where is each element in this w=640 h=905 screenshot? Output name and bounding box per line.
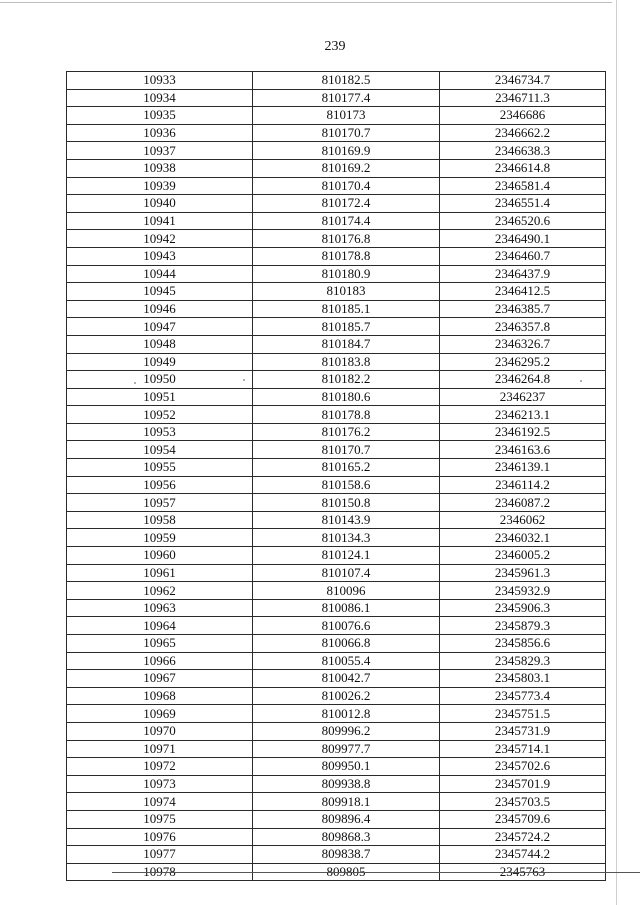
y-coordinate-cell: 2345703.5 xyxy=(440,793,606,811)
point-number-cell: 10961 xyxy=(67,564,253,582)
point-number-cell: 10966 xyxy=(67,652,253,670)
x-coordinate-cell: 810185.1 xyxy=(253,300,440,318)
y-coordinate-cell: 2346385.7 xyxy=(440,300,606,318)
table-row xyxy=(67,529,606,547)
x-coordinate-cell: 810170.7 xyxy=(253,124,440,142)
x-coordinate-cell: 810086.1 xyxy=(253,599,440,617)
y-coordinate-cell: 2346005.2 xyxy=(440,547,606,565)
table-row xyxy=(67,318,606,336)
y-coordinate-cell: 2346139.1 xyxy=(440,459,606,477)
y-coordinate-cell: 2346087.2 xyxy=(440,494,606,512)
y-coordinate-cell: 2346520.6 xyxy=(440,212,606,230)
x-coordinate-cell: 809918.1 xyxy=(253,793,440,811)
x-coordinate-cell: 810178.8 xyxy=(253,247,440,265)
table-row xyxy=(67,441,606,459)
table-row xyxy=(67,212,606,230)
y-coordinate-cell: 2346614.8 xyxy=(440,159,606,177)
y-coordinate-cell: 2346490.1 xyxy=(440,230,606,248)
page-number: 239 xyxy=(324,39,346,54)
table-row xyxy=(67,283,606,301)
y-coordinate-cell: 2345961.3 xyxy=(440,564,606,582)
x-coordinate-cell: 810143.9 xyxy=(253,511,440,529)
y-coordinate-cell: 2346357.8 xyxy=(440,318,606,336)
x-coordinate-cell: 810124.1 xyxy=(253,547,440,565)
point-number-cell: 10954 xyxy=(67,441,253,459)
table-row xyxy=(67,230,606,248)
table-row xyxy=(67,423,606,441)
x-coordinate-cell: 810134.3 xyxy=(253,529,440,547)
point-number-cell: 10962 xyxy=(67,582,253,600)
table-row xyxy=(67,846,606,864)
y-coordinate-cell: 2345744.2 xyxy=(440,846,606,864)
point-number-cell: 10939 xyxy=(67,177,253,195)
y-coordinate-cell: 2346213.1 xyxy=(440,406,606,424)
x-coordinate-cell: 809977.7 xyxy=(253,740,440,758)
table-row xyxy=(67,687,606,705)
point-number-cell: 10974 xyxy=(67,793,253,811)
point-number-cell: 10976 xyxy=(67,828,253,846)
x-coordinate-cell: 809868.3 xyxy=(253,828,440,846)
y-coordinate-cell: 2345773.4 xyxy=(440,687,606,705)
point-number-cell: 10968 xyxy=(67,687,253,705)
y-coordinate-cell: 2345751.5 xyxy=(440,705,606,723)
point-number-cell: 10959 xyxy=(67,529,253,547)
table-row xyxy=(67,635,606,653)
x-coordinate-cell: 810177.4 xyxy=(253,89,440,107)
table-row xyxy=(67,371,606,389)
point-number-cell: 10952 xyxy=(67,406,253,424)
table-row xyxy=(67,124,606,142)
point-number-cell: 10957 xyxy=(67,494,253,512)
table-row xyxy=(67,740,606,758)
x-coordinate-cell: 809838.7 xyxy=(253,846,440,864)
point-number-cell: 10945 xyxy=(67,283,253,301)
y-coordinate-cell: 2345714.1 xyxy=(440,740,606,758)
x-coordinate-cell: 810026.2 xyxy=(253,687,440,705)
point-number-cell: 10943 xyxy=(67,247,253,265)
point-number-cell: 10948 xyxy=(67,335,253,353)
x-coordinate-cell: 810042.7 xyxy=(253,670,440,688)
point-number-cell: 10953 xyxy=(67,423,253,441)
y-coordinate-cell: 2345724.2 xyxy=(440,828,606,846)
point-number-cell: 10940 xyxy=(67,195,253,213)
table-row xyxy=(67,722,606,740)
y-coordinate-cell: 2345701.9 xyxy=(440,775,606,793)
x-coordinate-cell: 810182.2 xyxy=(253,371,440,389)
point-number-cell: 10951 xyxy=(67,388,253,406)
y-coordinate-cell: 2345932.9 xyxy=(440,582,606,600)
y-coordinate-cell: 2346114.2 xyxy=(440,476,606,494)
x-coordinate-cell: 810169.2 xyxy=(253,159,440,177)
point-number-cell: 10972 xyxy=(67,758,253,776)
x-coordinate-cell: 810150.8 xyxy=(253,494,440,512)
table-row xyxy=(67,72,606,90)
table-row xyxy=(67,705,606,723)
x-coordinate-cell: 810173 xyxy=(253,107,440,125)
x-coordinate-cell: 810174.4 xyxy=(253,212,440,230)
table-row xyxy=(67,107,606,125)
table-row xyxy=(67,406,606,424)
x-coordinate-cell: 810176.8 xyxy=(253,230,440,248)
y-coordinate-cell: 2345709.6 xyxy=(440,810,606,828)
point-number-cell: 10933 xyxy=(67,72,253,90)
y-coordinate-cell: 2345829.3 xyxy=(440,652,606,670)
scan-edge-bottom xyxy=(112,872,640,873)
y-coordinate-cell: 2346237 xyxy=(440,388,606,406)
y-coordinate-cell: 2346412.5 xyxy=(440,283,606,301)
table-row xyxy=(67,159,606,177)
table-row xyxy=(67,793,606,811)
table-row xyxy=(67,547,606,565)
x-coordinate-cell: 809896.4 xyxy=(253,810,440,828)
table-row xyxy=(67,617,606,635)
point-number-cell: 10942 xyxy=(67,230,253,248)
x-coordinate-cell: 810170.4 xyxy=(253,177,440,195)
x-coordinate-cell: 809805 xyxy=(253,863,440,881)
point-number-cell: 10963 xyxy=(67,599,253,617)
table-row xyxy=(67,758,606,776)
point-number-cell: 10937 xyxy=(67,142,253,160)
table-row xyxy=(67,265,606,283)
table-row xyxy=(67,353,606,371)
point-number-cell: 10936 xyxy=(67,124,253,142)
x-coordinate-cell: 810076.6 xyxy=(253,617,440,635)
y-coordinate-cell: 2346460.7 xyxy=(440,247,606,265)
x-coordinate-cell: 810183.8 xyxy=(253,353,440,371)
table-row xyxy=(67,476,606,494)
point-number-cell: 10934 xyxy=(67,89,253,107)
point-number-cell: 10956 xyxy=(67,476,253,494)
scan-edge-top xyxy=(0,2,612,3)
point-number-cell: 10949 xyxy=(67,353,253,371)
table-row xyxy=(67,511,606,529)
x-coordinate-cell: 810180.9 xyxy=(253,265,440,283)
x-coordinate-cell: 810158.6 xyxy=(253,476,440,494)
y-coordinate-cell: 2346032.1 xyxy=(440,529,606,547)
y-coordinate-cell: 2345906.3 xyxy=(440,599,606,617)
y-coordinate-cell: 2346295.2 xyxy=(440,353,606,371)
point-number-cell: 10975 xyxy=(67,810,253,828)
scan-speck xyxy=(580,380,582,382)
scan-speck xyxy=(134,382,136,384)
table-row xyxy=(67,177,606,195)
x-coordinate-cell: 810165.2 xyxy=(253,459,440,477)
y-coordinate-cell: 2346638.3 xyxy=(440,142,606,160)
table-row xyxy=(67,335,606,353)
point-number-cell: 10958 xyxy=(67,511,253,529)
x-coordinate-cell: 810170.7 xyxy=(253,441,440,459)
point-number-cell: 10973 xyxy=(67,775,253,793)
y-coordinate-cell: 2346192.5 xyxy=(440,423,606,441)
point-number-cell: 10969 xyxy=(67,705,253,723)
table-row xyxy=(67,652,606,670)
point-number-cell: 10965 xyxy=(67,635,253,653)
y-coordinate-cell: 2346662.2 xyxy=(440,124,606,142)
scan-edge-right xyxy=(616,0,617,905)
point-number-cell: 10938 xyxy=(67,159,253,177)
point-number-cell: 10946 xyxy=(67,300,253,318)
x-coordinate-cell: 810183 xyxy=(253,283,440,301)
y-coordinate-cell: 2346711.3 xyxy=(440,89,606,107)
x-coordinate-cell: 810176.2 xyxy=(253,423,440,441)
point-number-cell: 10950 xyxy=(67,371,253,389)
table-row xyxy=(67,828,606,846)
table-row xyxy=(67,582,606,600)
table-row xyxy=(67,195,606,213)
x-coordinate-cell: 809950.1 xyxy=(253,758,440,776)
point-number-cell: 10955 xyxy=(67,459,253,477)
x-coordinate-cell: 810180.6 xyxy=(253,388,440,406)
x-coordinate-cell: 810178.8 xyxy=(253,406,440,424)
point-number-cell: 10977 xyxy=(67,846,253,864)
y-coordinate-cell: 2346163.6 xyxy=(440,441,606,459)
y-coordinate-cell: 2346734.7 xyxy=(440,72,606,90)
y-coordinate-cell: 2346264.8 xyxy=(440,371,606,389)
y-coordinate-cell: 2346326.7 xyxy=(440,335,606,353)
table-row xyxy=(67,89,606,107)
coordinates-table xyxy=(66,71,606,881)
table-row xyxy=(67,494,606,512)
point-number-cell: 10978 xyxy=(67,863,253,881)
table-row xyxy=(67,459,606,477)
x-coordinate-cell: 810055.4 xyxy=(253,652,440,670)
x-coordinate-cell: 810066.8 xyxy=(253,635,440,653)
table-row xyxy=(67,564,606,582)
y-coordinate-cell: 2346062 xyxy=(440,511,606,529)
point-number-cell: 10947 xyxy=(67,318,253,336)
table-row xyxy=(67,599,606,617)
y-coordinate-cell: 2346686 xyxy=(440,107,606,125)
y-coordinate-cell: 2345731.9 xyxy=(440,722,606,740)
table-row xyxy=(67,142,606,160)
y-coordinate-cell: 2345879.3 xyxy=(440,617,606,635)
point-number-cell: 10941 xyxy=(67,212,253,230)
point-number-cell: 10960 xyxy=(67,547,253,565)
y-coordinate-cell: 2346551.4 xyxy=(440,195,606,213)
x-coordinate-cell: 810184.7 xyxy=(253,335,440,353)
x-coordinate-cell: 810107.4 xyxy=(253,564,440,582)
coordinates-table-body xyxy=(67,72,606,881)
y-coordinate-cell: 2346437.9 xyxy=(440,265,606,283)
table-row xyxy=(67,300,606,318)
table-row xyxy=(67,247,606,265)
y-coordinate-cell: 2346581.4 xyxy=(440,177,606,195)
x-coordinate-cell: 810182.5 xyxy=(253,72,440,90)
y-coordinate-cell: 2345763 xyxy=(440,863,606,881)
x-coordinate-cell: 810172.4 xyxy=(253,195,440,213)
point-number-cell: 10967 xyxy=(67,670,253,688)
x-coordinate-cell: 809996.2 xyxy=(253,722,440,740)
point-number-cell: 10970 xyxy=(67,722,253,740)
point-number-cell: 10944 xyxy=(67,265,253,283)
y-coordinate-cell: 2345803.1 xyxy=(440,670,606,688)
point-number-cell: 10964 xyxy=(67,617,253,635)
table-row xyxy=(67,775,606,793)
scan-speck xyxy=(243,379,245,381)
table-row xyxy=(67,670,606,688)
table-row xyxy=(67,810,606,828)
table-row xyxy=(67,388,606,406)
x-coordinate-cell: 810169.9 xyxy=(253,142,440,160)
x-coordinate-cell: 810012.8 xyxy=(253,705,440,723)
point-number-cell: 10971 xyxy=(67,740,253,758)
x-coordinate-cell: 809938.8 xyxy=(253,775,440,793)
y-coordinate-cell: 2345856.6 xyxy=(440,635,606,653)
y-coordinate-cell: 2345702.6 xyxy=(440,758,606,776)
point-number-cell: 10935 xyxy=(67,107,253,125)
x-coordinate-cell: 810096 xyxy=(253,582,440,600)
x-coordinate-cell: 810185.7 xyxy=(253,318,440,336)
